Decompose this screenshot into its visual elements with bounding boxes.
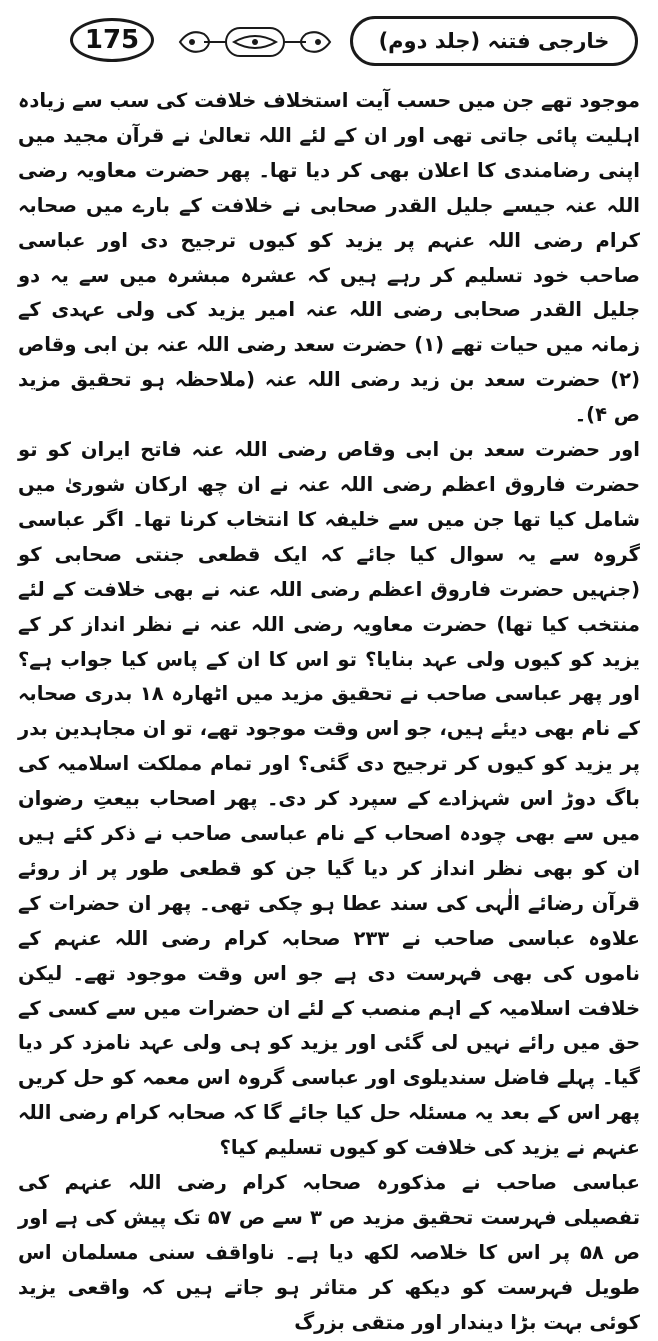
body-text (18, 84, 640, 1341)
paragraph: اور حضرت سعد بن ابی وقاص رضی اللہ عنہ فاتح ایران کو تو حضرت فاروق اعظم رضی اللہ عنہ نے ان چھ ارکان شوریٰ میں شامل کیا تھا جن میں سے خلیفہ کا انتخاب کرنا تھا۔ اگر عباسی گروہ سے یہ سوال کیا جائے کہ ایک قطعی جنتی صحابی کو (جنہیں حضرت فاروق اعظم رضی اللہ عنہ نے بھی خلافت کے لئے منتخب کیا تھا) حضرت معاویہ رضی اللہ عنہ نے نظر انداز کر کے یزید کو کیوں ولی عہد بنایا؟ تو اس کا ان کے پاس کیا جواب ہے؟ اور پھر عباسی صاحب نے تحقیق مزید میں اٹھارہ ۱۸ بدری صحابہ کے نام بھی دیئے ہیں، جو اس وقت موجود تھے، تو ان مجاہدین بدر پر یزید کو کیوں کر ترجیح دی گئی؟ اور تمام مملکت اسلامیہ کی باگ دوڑ اس شہزادے کے سپرد کر دی۔ پھر اصحاب بیعتِ رضوان میں سے بھی چودہ اصحاب کے نام عباسی صاحب نے ذکر کئے ہیں ان کو بھی نظر انداز کر دیا گیا جن کو قطعی طور پر از روئے قرآن رضائے الٰہی کی سند عطا ہو چکی تھی۔ پھر ان حضرات کے علاوہ عباسی صاحب نے ۲۳۳ صحابہ کرام رضی اللہ عنہم کے ناموں کی بھی فہرست دی ہے جو اس وقت موجود تھے۔ لیکن خلافت اسلامیہ کے اہم منصب کے لئے ان حضرات میں سے کسی کے حق میں رائے نہیں لی گئی اور یزید کو ہی ولی عہد نامزد کر دیا گیا۔ پہلے فاضل سندیلوی اور عباسی گروہ اس معمہ کو حل کریں پھر اس کے بعد یہ مسئلہ حل کیا جائے گا کہ صحابہ کرام رضی اللہ عنہم نے یزید کی خلافت کو کیوں تسلیم کیا؟ (18, 438, 640, 1160)
page-header (70, 14, 638, 78)
book-title: خارجی فتنہ (جلد دوم) (350, 16, 638, 66)
paragraph: عباسی صاحب نے مذکورہ صحابہ کرام رضی اللہ عنہم کی تفصیلی فہرست تحقیق مزید ص ۳ سے ص ۵۷ تک پیش کی ہے اور ص ۵۸ پر اس کا خلاصہ لکھ دیا ہے۔ ناواقف سنی مسلمان اس طویل فہرست کو دیکھ کر متاثر ہو جاتے ہیں کہ واقعی یزید کوئی بہت بڑا دیندار اور متقی بزرگ (18, 1171, 641, 1334)
page-number: 175 (70, 18, 154, 62)
paragraph: موجود تھے جن میں حسب آیت استخلاف خلافت کی سب سے زیادہ اہلیت پائی جاتی تھی اور ان کے لئے اللہ تعالیٰ نے قرآن مجید میں اپنی رضامندی کا اعلان بھی کر دیا تھا۔ پھر حضرت معاویہ رضی اللہ عنہ جیسے جلیل القدر صحابی نے خلافت کے بارے میں صحابہ کرام رضی اللہ عنہم پر یزید کو کیوں ترجیح دی اور عباسی صاحب خود تسلیم کر رہے ہیں کہ عشرہ مبشرہ میں سے یہ دو جلیل القدر صحابی رضی اللہ عنہ امیر یزید کی ولی عہدی کے زمانہ میں حیات تھے (۱) حضرت سعد رضی اللہ عنہ بن ابی وقاص (۲) حضرت سعد بن زید رضی اللہ عنہ (ملاحظہ ہو تحقیق مزید ص ۴)۔ (18, 89, 640, 427)
decorative-ornament-icon (170, 22, 340, 62)
